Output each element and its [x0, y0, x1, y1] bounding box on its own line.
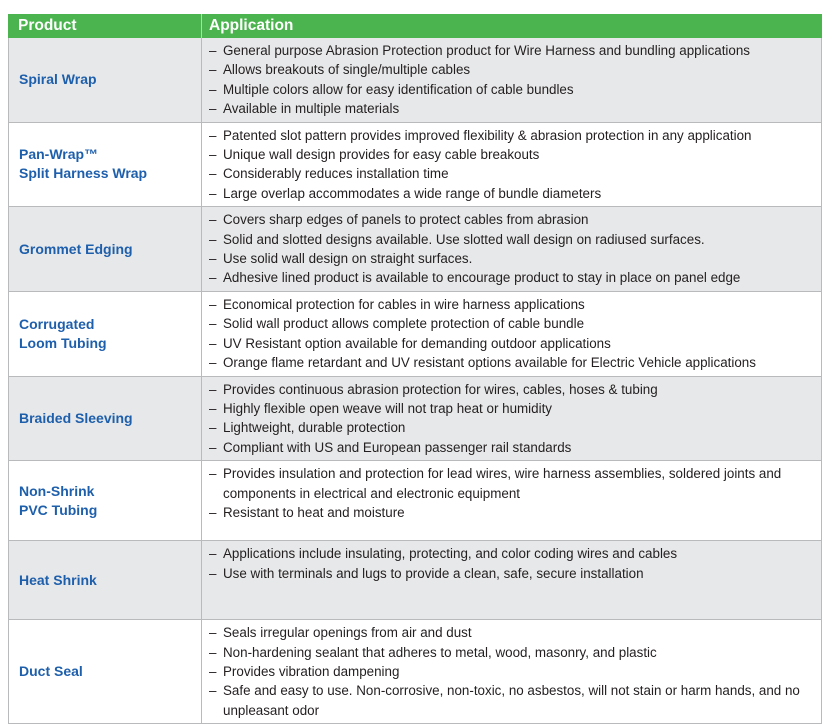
application-text: Solid and slotted designs available. Use slotted wall design on radiused surfaces.	[223, 231, 705, 247]
product-name-cell	[9, 38, 201, 122]
application-item	[209, 249, 815, 268]
application-text: Applications include insulating, protecting, and color coding wires and cables	[223, 546, 678, 562]
product-name-cell	[9, 292, 201, 376]
bullet-dash: –	[209, 43, 217, 58]
bullet-dash: –	[209, 101, 217, 117]
application-text: Economical protection for cables in wire harness applications	[223, 296, 585, 312]
application-item	[209, 230, 815, 249]
application-item	[209, 314, 815, 333]
product-name-line: Loom Tubing	[19, 334, 107, 351]
table-row	[9, 291, 821, 376]
bullet-dash: –	[209, 251, 217, 267]
bullet-dash: –	[209, 565, 217, 581]
product-name-line: Heat Shrink	[19, 571, 97, 588]
bullet-dash: –	[209, 231, 217, 247]
application-text: Provides continuous abrasion protection for wires, cables, hoses & tubing	[223, 381, 658, 397]
bullet-dash: –	[209, 166, 217, 182]
application-list-cell	[201, 620, 821, 723]
application-item	[209, 564, 815, 583]
application-text: Adhesive lined product is available to encourage product to stay in place on panel edge	[223, 270, 741, 286]
application-item	[209, 643, 815, 662]
product-name	[19, 571, 97, 590]
product-name-line: Grommet Edging	[19, 240, 133, 257]
application-text: Allows breakouts of single/multiple cables	[223, 62, 471, 78]
application-list-cell	[201, 541, 821, 619]
product-name	[19, 409, 133, 428]
product-name	[19, 315, 107, 353]
bullet-dash: –	[209, 644, 217, 660]
application-item	[209, 295, 815, 314]
table-row	[9, 206, 821, 291]
table-row	[9, 122, 821, 207]
application-item	[209, 623, 815, 642]
table-header-row	[8, 14, 822, 38]
bullet-dash: –	[209, 147, 217, 163]
application-text: Safe and easy to use. Non-corrosive, non-toxic, no asbestos, will not stain or harm hands, and no unpleasant odor	[223, 683, 800, 718]
bullet-dash: –	[209, 400, 217, 416]
table-row	[9, 460, 821, 540]
bullet-dash: –	[209, 270, 217, 286]
application-text: Multiple colors allow for easy identification of cable bundles	[223, 81, 574, 97]
application-text: General purpose Abrasion Protection product for Wire Harness and bundling applications	[223, 43, 751, 58]
application-text: Highly flexible open weave will not trap heat or humidity	[223, 400, 552, 416]
application-item	[209, 681, 815, 720]
application-item	[209, 184, 815, 203]
bullet-dash: –	[209, 185, 217, 201]
application-item	[209, 268, 815, 287]
product-name-line: Braided Sleeving	[19, 409, 133, 426]
product-name-line: PVC Tubing	[19, 501, 98, 518]
application-item	[209, 99, 815, 118]
application-item	[209, 164, 815, 183]
bullet-dash: –	[209, 296, 217, 312]
application-text: Compliant with US and European passenger rail standards	[223, 439, 572, 455]
application-text: Use with terminals and lugs to provide a clean, safe, secure installation	[223, 565, 644, 581]
application-text: Use solid wall design on straight surfaces.	[223, 251, 473, 267]
product-name	[19, 145, 147, 183]
application-item	[209, 399, 815, 418]
bullet-dash: –	[209, 381, 217, 397]
table-row	[9, 619, 821, 723]
application-text: Available in multiple materials	[223, 101, 400, 117]
application-item	[209, 380, 815, 399]
application-item	[209, 503, 815, 522]
product-name-line: Spiral Wrap	[19, 71, 97, 88]
application-list-cell	[201, 207, 821, 291]
product-name-line: Pan-Wrap™	[19, 146, 99, 163]
application-item	[209, 438, 815, 457]
application-text: UV Resistant option available for demanding outdoor applications	[223, 335, 611, 351]
table-body	[8, 38, 822, 724]
application-list-cell	[201, 292, 821, 376]
product-name	[19, 240, 133, 259]
product-application-table	[8, 14, 822, 724]
application-item	[209, 544, 815, 563]
product-name-cell	[9, 207, 201, 291]
product-name-cell	[9, 620, 201, 723]
application-item	[209, 80, 815, 99]
product-name-cell	[9, 377, 201, 461]
application-text: Provides vibration dampening	[223, 663, 400, 679]
application-text: Orange flame retardant and UV resistant options available for Electric Vehicle applications	[223, 355, 756, 371]
table-row	[9, 540, 821, 619]
application-text: Covers sharp edges of panels to protect cables from abrasion	[223, 212, 589, 228]
application-item	[209, 418, 815, 437]
bullet-dash: –	[209, 420, 217, 436]
product-name-line: Non-Shrink	[19, 482, 95, 499]
application-text: Patented slot pattern provides improved flexibility & abrasion protection in any application	[223, 127, 752, 143]
application-item	[209, 60, 815, 79]
application-list-cell	[201, 461, 821, 540]
bullet-dash: –	[209, 62, 217, 78]
bullet-dash: –	[209, 127, 217, 143]
table-row	[9, 38, 821, 122]
application-item	[209, 464, 815, 503]
application-item	[209, 353, 815, 372]
product-name	[19, 662, 83, 681]
product-name-line: Split Harness Wrap	[19, 165, 148, 182]
bullet-dash: –	[209, 212, 217, 228]
application-item	[209, 662, 815, 681]
table-row	[9, 376, 821, 461]
product-name	[19, 70, 97, 89]
product-name-cell	[9, 461, 201, 540]
application-text: Considerably reduces installation time	[223, 166, 449, 182]
bullet-dash: –	[209, 683, 217, 699]
application-text: Lightweight, durable protection	[223, 420, 406, 436]
bullet-dash: –	[209, 316, 217, 332]
column-header-product: Product	[18, 17, 77, 34]
product-name-line: Corrugated	[19, 315, 95, 332]
bullet-dash: –	[209, 663, 217, 679]
product-name-cell	[9, 541, 201, 619]
bullet-dash: –	[209, 625, 217, 641]
application-text: Non-hardening sealant that adheres to metal, wood, masonry, and plastic	[223, 644, 657, 660]
bullet-dash: –	[209, 466, 217, 482]
application-text: Provides insulation and protection for lead wires, wire harness assemblies, soldered joints and components in electrical and electronic equipment	[223, 466, 782, 501]
product-name-line: Duct Seal	[19, 663, 83, 680]
application-list-cell	[201, 377, 821, 461]
application-item	[209, 210, 815, 229]
application-list-cell	[201, 123, 821, 207]
application-item	[209, 334, 815, 353]
bullet-dash: –	[209, 335, 217, 351]
application-text: Large overlap accommodates a wide range of bundle diameters	[223, 185, 602, 201]
bullet-dash: –	[209, 504, 217, 520]
bullet-dash: –	[209, 81, 217, 97]
application-text: Solid wall product allows complete protection of cable bundle	[223, 316, 585, 332]
application-text: Seals irregular openings from air and dust	[223, 625, 472, 641]
application-item	[209, 126, 815, 145]
application-item	[209, 145, 815, 164]
application-text: Resistant to heat and moisture	[223, 504, 405, 520]
product-name	[19, 482, 97, 520]
bullet-dash: –	[209, 546, 217, 562]
application-item	[209, 41, 815, 60]
bullet-dash: –	[209, 439, 217, 455]
application-list-cell	[201, 38, 821, 122]
product-name-cell	[9, 123, 201, 207]
application-text: Unique wall design provides for easy cable breakouts	[223, 147, 540, 163]
column-header-application: Application	[201, 14, 822, 38]
bullet-dash: –	[209, 355, 217, 371]
